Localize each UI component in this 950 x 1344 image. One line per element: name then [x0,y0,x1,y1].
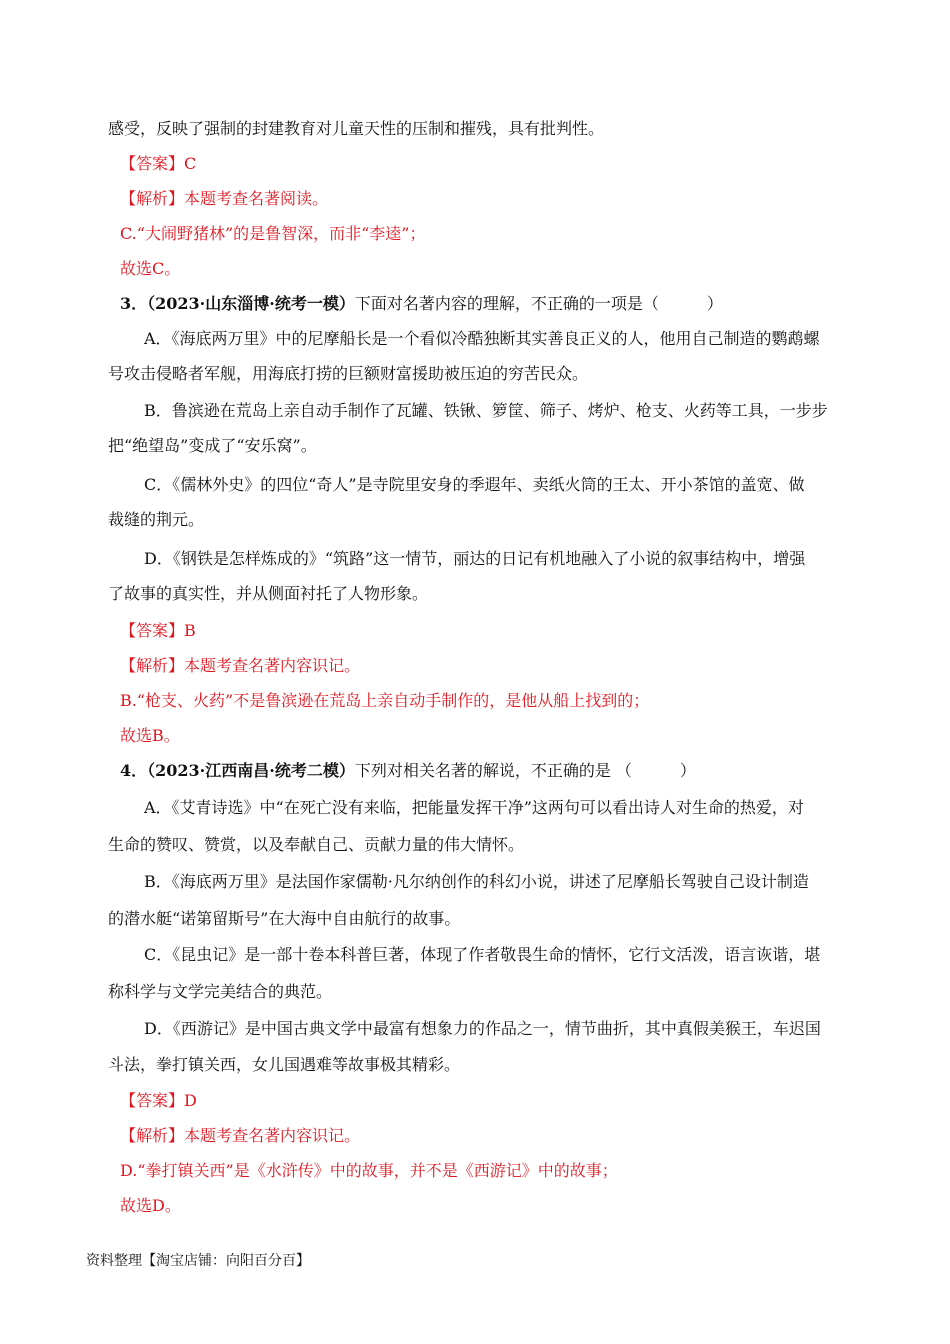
q3-stem: 下面对名著内容的理解，不正确的一项是（ ） [354,294,723,313]
q3-heading [120,293,723,315]
q4-analysis: 【解析】本题考查名著内容识记。 [120,1126,361,1145]
q3-analysis: 【解析】本题考查名著内容识记。 [120,656,361,675]
q4-option-d-line2: 斗法，拳打镇关西，女儿国遇难等故事极其精彩。 [108,1055,461,1074]
q3-answer: 【答案】B [120,621,196,640]
q4-conclusion: 故选D。 [120,1196,181,1215]
q3-option-d-line2: 了故事的真实性，并从侧面衬托了人物形象。 [108,584,429,603]
intro-tail: 感受，反映了强制的封建教育对儿童天性的压制和摧残，具有批判性。 [108,119,605,138]
q3-option-a-line2: 号攻击侵略者军舰，用海底打捞的巨额财富援助被压迫的穷苦民众。 [108,364,589,383]
q4-answer: 【答案】D [120,1091,197,1110]
q4-stem: 下列对相关名著的解说，不正确的是 （ ） [354,761,696,780]
q4-option-b-line2: 的潜水艇“诺第留斯号”在大海中自由航行的故事。 [108,909,461,928]
q4-source: （2023·江西南昌·统考二模） [147,761,355,780]
q3-option-c-line1: C．《儒林外史》的四位“奇人”是寺院里安身的季遐年、卖纸火筒的王太、开小茶馆的盖宽、做 [144,475,805,494]
q4-option-c-line2: 称科学与文学完美结合的典范。 [108,982,333,1001]
q4-number: 4． [120,761,148,780]
q3-explanation: B.“枪支、火药”不是鲁滨逊在荒岛上亲自动手制作的，是他从船上找到的； [120,691,650,710]
q4-heading [120,760,696,782]
page-footer: 资料整理【淘宝店铺：向阳百分百】 [86,1253,310,1269]
q3-option-a-line1: A．《海底两万里》中的尼摩船长是一个看似冷酷独断其实善良正义的人，他用自己制造的鹦鹉螺 [144,329,820,348]
q4-option-d-line1: D．《西游记》是中国古典文学中最富有想象力的作品之一，情节曲折，其中真假美猴王，车迟国 [144,1019,821,1038]
q4-option-a-line2: 生命的赞叹、赞赏，以及奉献自己、贡献力量的伟大情怀。 [108,835,525,854]
q3-option-b-line1: B．鲁滨逊在荒岛上亲自动手制作了瓦罐、铁锹、箩筐、筛子、烤炉、枪支、火药等工具，一步步 [144,401,828,420]
q4-explanation: D.“拳打镇关西”是《水浒传》中的故事，并不是《西游记》中的故事； [120,1161,618,1180]
q3-source: （2023·山东淄博·统考一模） [147,294,355,313]
q3-option-c-line2: 裁缝的荆元。 [108,510,205,529]
q4-option-a-line1: A．《艾青诗选》中“在死亡没有来临，把能量发挥干净”这两句可以看出诗人对生命的热爱，对 [144,798,804,817]
q4-option-b-line1: B．《海底两万里》是法国作家儒勒·凡尔纳创作的科幻小说，讲述了尼摩船长驾驶自己设计制造 [144,872,809,891]
q3-option-d-line1: D．《钢铁是怎样炼成的》“筑路”这一情节，丽达的日记有机地融入了小说的叙事结构中，增强 [144,549,806,568]
q3-option-b-line2: 把“绝望岛”变成了“安乐窝”。 [108,436,317,455]
q4-option-c-line1: C．《昆虫记》是一部十卷本科普巨著，体现了作者敬畏生命的情怀，它行文活泼，语言诙谐，堪 [144,945,821,964]
q2-analysis: 【解析】本题考查名著阅读。 [120,189,329,208]
q2-conclusion: 故选C。 [120,259,181,278]
q2-explanation: C.“大闹野猪林”的是鲁智深，而非“李逵”； [120,224,426,243]
q3-number: 3． [120,294,148,313]
q2-answer: 【答案】C [120,154,197,173]
q3-conclusion: 故选B。 [120,726,180,745]
